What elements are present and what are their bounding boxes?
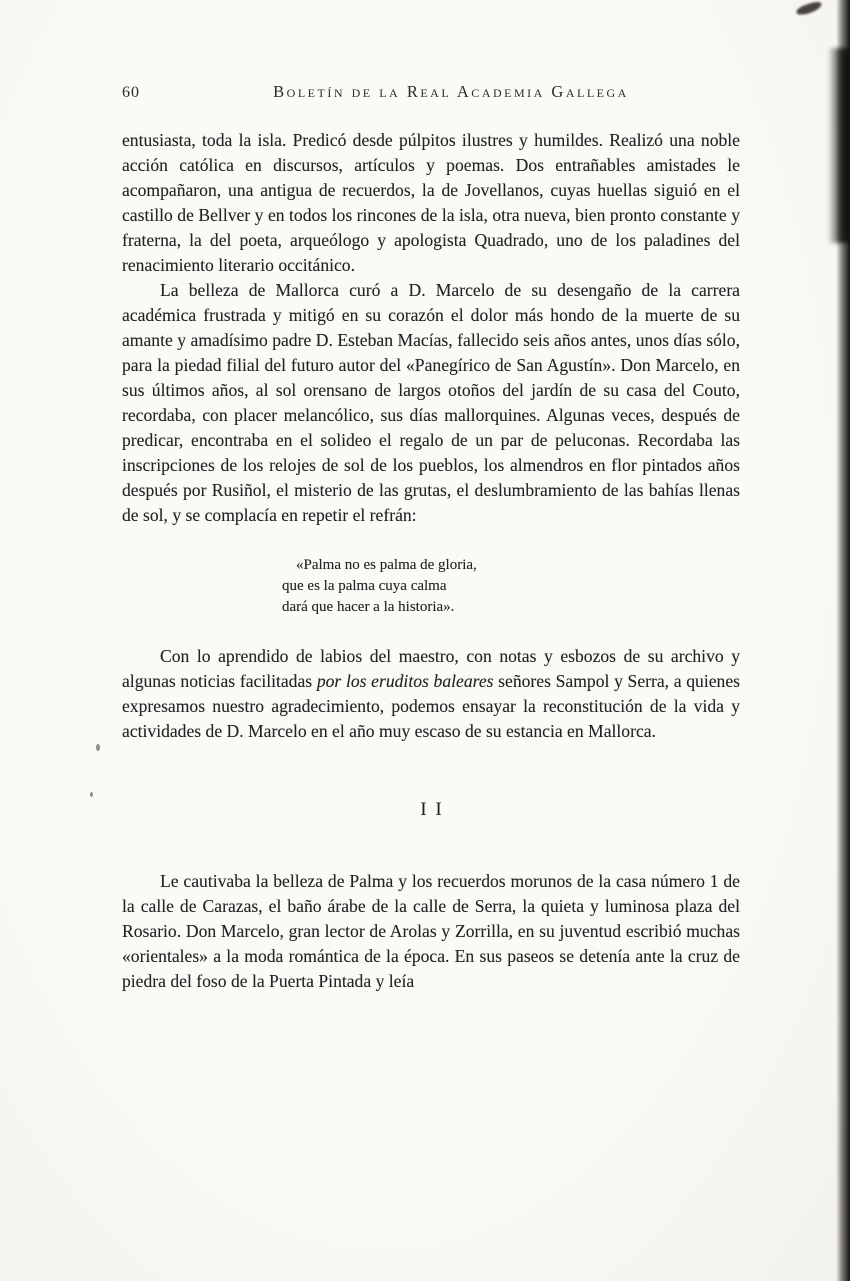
paragraph-1: entusiasta, toda la isla. Predicó desde púlpitos ilustres y humildes. Realizó una noble acción católica en discursos, artículos y poemas. Dos entrañables amistades le acompañaron, una antigua de recuerdos, la de Jovellanos, cuyas huellas siguió en el castillo de Bellver y en todos los rincones de la isla, otra nueva, bien pronto constante y fraterna, la del poeta, arqueólogo y apologista Quadrado, uno de los paladines del renacimiento literario occitánico. [122, 130, 740, 275]
verse-line-2: que es la palma cuya calma [282, 578, 447, 594]
section-heading: II [420, 800, 451, 820]
paragraph-3-pre: Con lo aprendido de labios del maestro, con notas y esbozos de su archivo y algunas noticias facilitadas [122, 646, 740, 691]
scan-ink-blob [828, 48, 850, 243]
scan-edge-shadow [836, 0, 850, 1281]
scan-speck [90, 792, 93, 797]
page-header [122, 82, 740, 102]
page-number: 60 [122, 84, 140, 101]
verse-refran [282, 555, 477, 618]
text-block [122, 128, 740, 994]
scan-corner-mark [795, 0, 823, 17]
paragraph-3-post: señores Sampol y Serra, a quienes expresamos nuestro agradecimiento, podemos ensayar la reconstitución de la vida y actividades de D. Marcelo en el año muy escaso de su estancia en Mallorca. [122, 671, 741, 741]
paragraph-3-italic: por los eruditos baleares [316, 671, 494, 691]
verse-line-3: dará que hacer a la historia». [282, 599, 455, 615]
journal-title: Boletín de la Real Academia Gallega [273, 82, 629, 101]
verse-line-1: «Palma no es palma de gloria, [296, 557, 477, 573]
paragraph-4: Le cautivaba la belleza de Palma y los recuerdos morunos de la casa número 1 de la calle de Carazas, el baño árabe de la calle de Serra, la quieta y luminosa plaza del Rosario. Don Marcelo, gran lector de Arolas y Zorrilla, en su juventud escribió muchas «orientales» a la moda romántica de la época. En sus paseos se detenía ante la cruz de piedra del foso de la Puerta Pintada y leía [122, 871, 740, 991]
scan-speck [96, 744, 100, 751]
paragraph-3 [122, 644, 740, 744]
paragraph-2: La belleza de Mallorca curó a D. Marcelo de su desengaño de la carrera académica frustrada y mitigó en su corazón el dolor más hondo de la muerte de su amante y amadísimo padre D. Esteban Macías, fallecido seis años antes, unos días sólo, para la piedad filial del futuro autor del «Panegírico de San Agustín». Don Marcelo, en sus últimos años, al sol orensano de largos otoños del jardín de su casa del Couto, recordaba, con placer melancólico, sus días mallorquines. Algunas veces, después de predicar, encontraba en el solideo el regalo de un par de peluconas. Recordaba las inscripciones de los relojes de sol de los pueblos, los almendros en flor pintados años después por Rusiñol, el misterio de las grutas, el deslumbramiento de las bahías llenas de sol, y se complacía en repetir el refrán: [122, 280, 740, 525]
